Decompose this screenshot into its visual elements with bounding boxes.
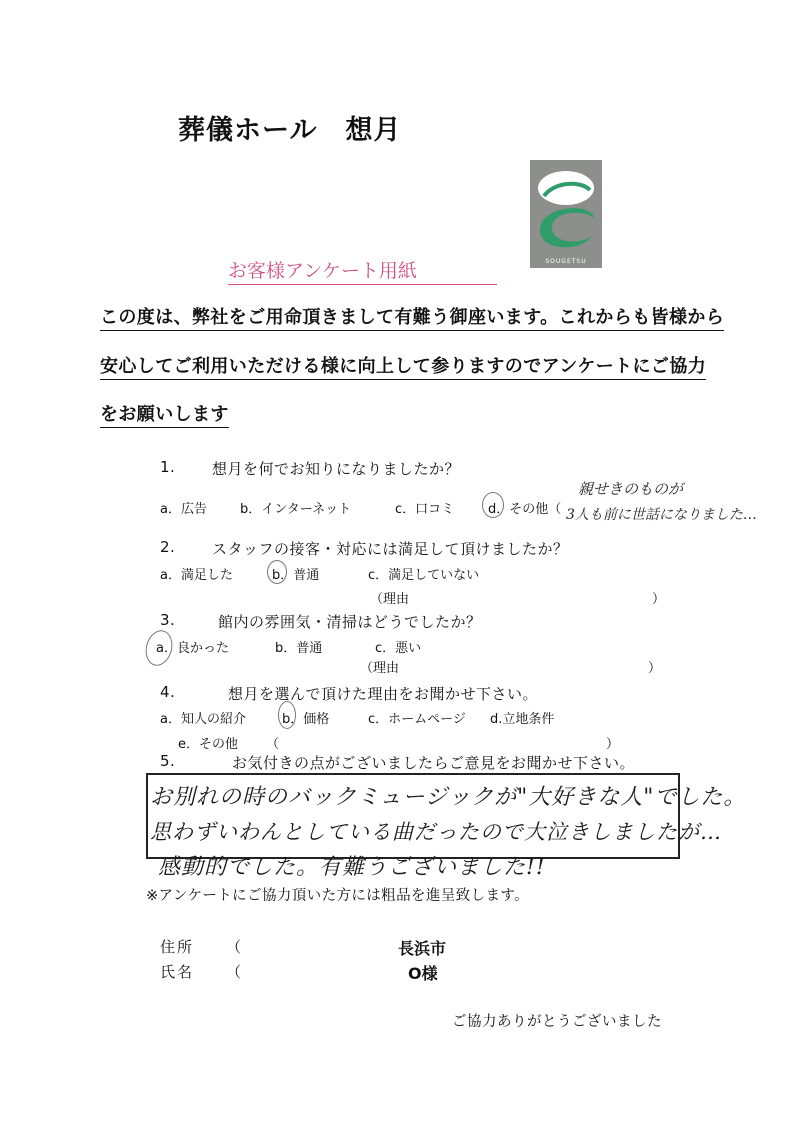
- q2-reason-close: ）: [652, 592, 666, 607]
- q5-text: お気付きの点がございましたらご意見をお聞かせ下さい。: [232, 754, 636, 772]
- q2-option-a[interactable]: a．満足した: [160, 568, 233, 583]
- q1-handwritten-2: 3人も前に世話になりました…: [566, 507, 757, 523]
- q1-option-c[interactable]: c．口コミ: [395, 502, 455, 517]
- q3-option-b[interactable]: b．普通: [275, 641, 323, 656]
- q2-reason-open: （理由: [370, 592, 410, 607]
- q2-option-b[interactable]: b．普通: [272, 568, 320, 583]
- intro-text-1: この度は、弊社をご用命頂きまして有難う御座います。これからも皆様から: [100, 307, 724, 331]
- form-subtitle: お客様アンケート用紙: [228, 256, 497, 285]
- name-label: 氏名: [160, 963, 195, 981]
- q5-handwritten-3: 感動的でした。有難うございました!!: [158, 855, 546, 880]
- q1-option-d[interactable]: d．その他（: [488, 502, 562, 517]
- logo-caption-bottom: SOUGETSU: [545, 258, 587, 265]
- q2-text: スタッフの接客・対応には満足して頂けましたか？: [212, 540, 569, 558]
- company-logo: [530, 160, 602, 268]
- page-title: 葬儀ホール 想月: [178, 115, 402, 146]
- q1-handwritten-1: 親せきのものが: [578, 480, 684, 498]
- q1-option-b[interactable]: b．インターネット: [240, 502, 352, 517]
- crescent-logo-icon: [530, 160, 602, 268]
- q4-option-a[interactable]: a．知人の紹介: [160, 712, 246, 727]
- q3-text: 館内の雰囲気・清掃はどうでしたか？: [218, 613, 482, 631]
- q1-number: 1.: [160, 458, 176, 476]
- q5-handwritten-2: 思わずいわんとしている曲だったので大泣きしましたが…: [150, 820, 722, 844]
- q4-other-close: ）: [606, 737, 620, 752]
- intro-line-2: [100, 352, 706, 378]
- q3-option-a[interactable]: a．良かった: [156, 641, 229, 656]
- q4-option-d[interactable]: d.立地条件: [490, 712, 555, 727]
- q5-handwritten-1: お別れの時のバックミュージックが"大好きな人"でした。: [150, 785, 747, 810]
- q4-text: 想月を選んで頂けた理由をお聞かせ下さい。: [228, 685, 539, 703]
- q3-option-c[interactable]: c．悪い: [375, 641, 422, 656]
- name-value[interactable]: O様: [408, 964, 438, 983]
- q4-other-open: （: [266, 737, 280, 752]
- q2-option-c[interactable]: c．満足していない: [368, 568, 480, 583]
- q1-selected-circle: [482, 492, 504, 518]
- intro-line-1: [100, 303, 724, 329]
- q3-reason-open: （理由: [360, 661, 400, 676]
- closing-text: ご協力ありがとうございました: [452, 1014, 662, 1030]
- q2-number: 2.: [160, 538, 176, 556]
- q3-number: 3.: [160, 611, 176, 629]
- intro-text-2: 安心してご利用いただける様に向上して参りますのでアンケートにご協力: [100, 356, 706, 380]
- q4-option-e[interactable]: e．その他: [178, 737, 238, 752]
- address-paren: （: [226, 938, 244, 956]
- q3-selected-circle: [142, 627, 176, 669]
- intro-line-3: [100, 400, 229, 426]
- address-label: 住所: [160, 938, 195, 956]
- q4-option-b[interactable]: b．価格: [282, 712, 330, 727]
- name-paren: （: [226, 963, 244, 981]
- q5-number: 5.: [160, 752, 176, 770]
- address-value[interactable]: 長浜市: [398, 939, 447, 958]
- q1-text: 想月を何でお知りになりましたか？: [212, 460, 461, 478]
- intro-text-3: をお願いします: [100, 404, 229, 428]
- gift-note: ※アンケートにご協力頂いた方には粗品を進呈致します。: [146, 888, 530, 904]
- q3-reason-close: ）: [648, 661, 662, 676]
- q4-selected-circle: [278, 701, 296, 729]
- q2-selected-circle: [267, 560, 287, 584]
- q4-number: 4.: [160, 683, 176, 701]
- q1-option-a[interactable]: a．広告: [160, 502, 207, 517]
- q4-option-c[interactable]: c．ホームページ: [368, 712, 466, 727]
